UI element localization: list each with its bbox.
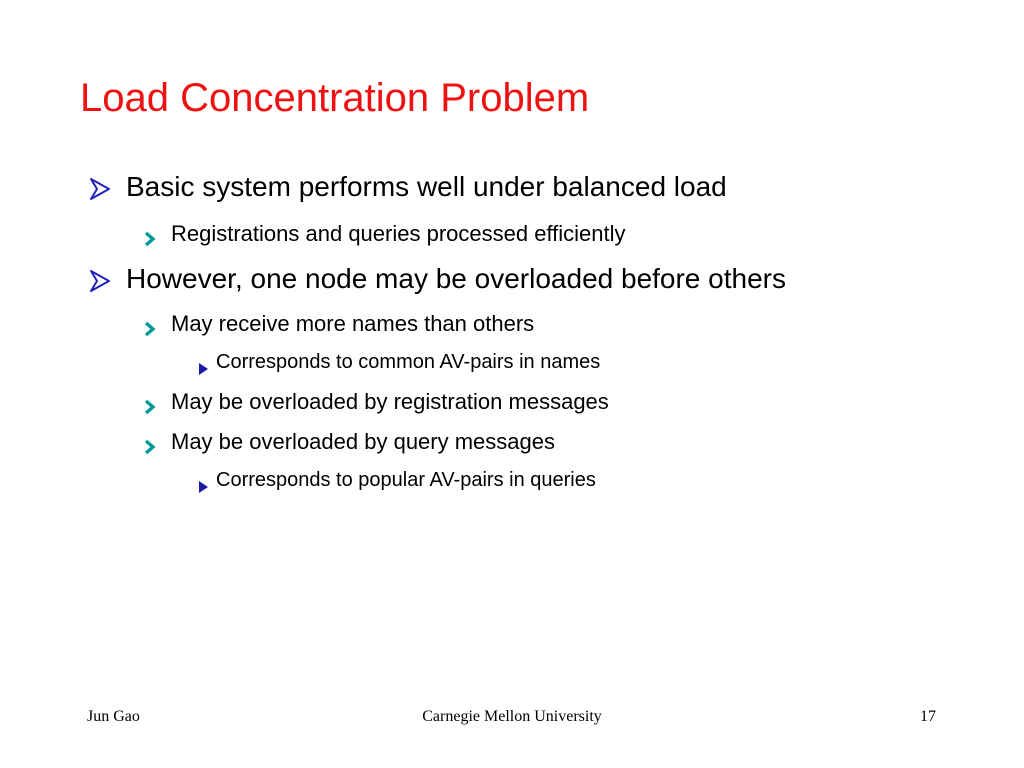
sub-bullet-item: [171, 220, 626, 248]
slide-title: Load Concentration Problem: [80, 76, 590, 120]
sub-bullet-item: [171, 310, 534, 338]
sub-bullet-text: Registrations and queries processed efficiently: [171, 221, 626, 246]
hollow-arrowhead-icon: [89, 267, 111, 291]
sub-bullet-item: [171, 428, 555, 456]
chevron-right-icon: [143, 316, 157, 332]
sub-bullet-text: May be overloaded by registration messages: [171, 389, 609, 414]
sub-sub-bullet-item: [216, 467, 596, 493]
sub-bullet-text: May receive more names than others: [171, 311, 535, 336]
triangle-right-icon: [198, 356, 209, 368]
sub-sub-bullet-text: Corresponds to popular AV-pairs in queries: [216, 469, 596, 491]
chevron-right-icon: [143, 394, 157, 410]
footer-institution: Carnegie Mellon University: [422, 708, 602, 725]
hollow-arrowhead-icon: [89, 175, 111, 199]
page-number: 17: [920, 708, 936, 725]
bullet-item: [126, 170, 727, 204]
chevron-right-icon: [143, 226, 157, 242]
bullet-text: Basic system performs well under balanced load: [126, 171, 727, 202]
sub-bullet-item: [171, 388, 609, 416]
footer-author: Jun Gao: [87, 708, 140, 725]
bullet-text: However, one node may be overloaded before others: [126, 263, 786, 294]
sub-bullet-text: May be overloaded by query messages: [171, 429, 555, 454]
sub-sub-bullet-item: [216, 349, 600, 375]
triangle-right-icon: [198, 474, 209, 486]
bullet-item: [126, 262, 786, 296]
sub-sub-bullet-text: Corresponds to common AV-pairs in names: [216, 351, 601, 373]
chevron-right-icon: [143, 434, 157, 450]
